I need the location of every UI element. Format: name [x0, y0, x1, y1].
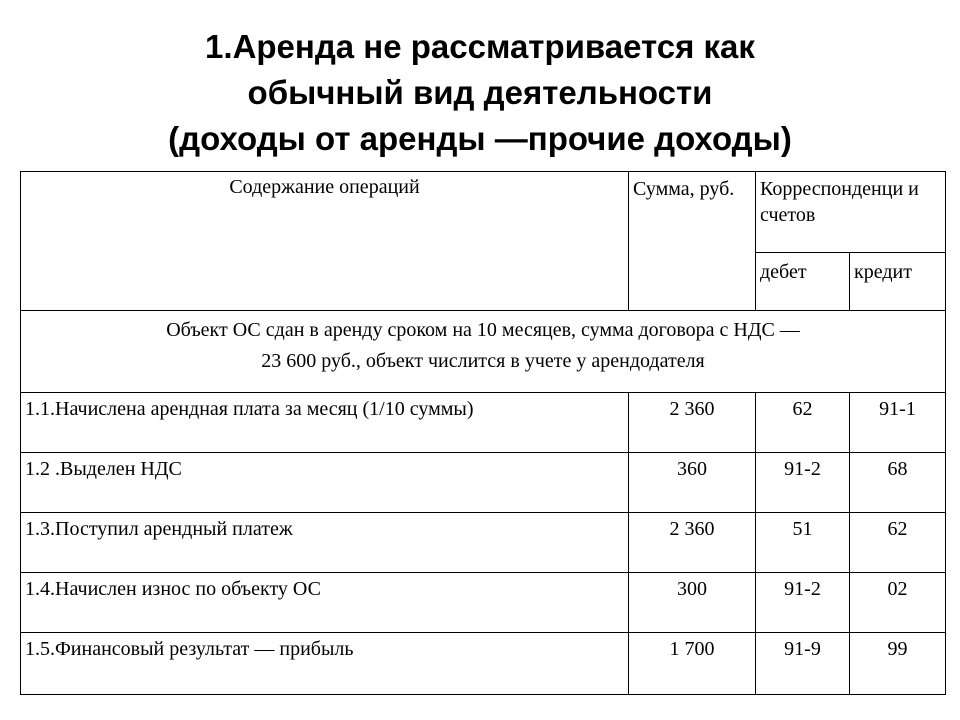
amount-cell: 2 360 [629, 393, 756, 453]
debit-cell: 51 [756, 513, 850, 573]
debit-cell: 91-9 [756, 633, 850, 695]
table-header-row [21, 172, 946, 253]
credit-cell: 62 [850, 513, 946, 573]
intro-row [21, 311, 946, 393]
credit-cell: 91-1 [850, 393, 946, 453]
operations-table [20, 171, 946, 695]
intro-line-2: 23 600 руб., объект числится в учете у арендодателя [261, 350, 705, 372]
operation-label: 1.1.Начислена арендная плата за месяц (1/10 суммы) [21, 393, 629, 453]
debit-cell: 62 [756, 393, 850, 453]
header-amount: Сумма, руб. [629, 172, 756, 311]
table-row [21, 633, 946, 695]
amount-cell: 360 [629, 453, 756, 513]
header-credit: кредит [850, 253, 946, 311]
title-line-1: 1.Аренда не рассматривается как [205, 28, 755, 65]
credit-cell: 99 [850, 633, 946, 695]
credit-cell: 02 [850, 573, 946, 633]
table-row [21, 513, 946, 573]
table-row [21, 573, 946, 633]
amount-cell: 2 360 [629, 513, 756, 573]
header-content: Содержание операций [21, 172, 629, 311]
operation-label: 1.3.Поступил арендный платеж [21, 513, 629, 573]
operation-label: 1.5.Финансовый результат — прибыль [21, 633, 629, 695]
header-correspondence: Корреспонденци и счетов [756, 172, 946, 253]
credit-cell: 68 [850, 453, 946, 513]
table-row [21, 453, 946, 513]
title-line-3: (доходы от аренды —прочие доходы) [168, 120, 792, 157]
intro-text [21, 311, 946, 393]
amount-cell: 1 700 [629, 633, 756, 695]
debit-cell: 91-2 [756, 573, 850, 633]
table-row [21, 393, 946, 453]
header-debit: дебет [756, 253, 850, 311]
operation-label: 1.2 .Выделен НДС [21, 453, 629, 513]
operation-label: 1.4.Начислен износ по объекту ОС [21, 573, 629, 633]
debit-cell: 91-2 [756, 453, 850, 513]
amount-cell: 300 [629, 573, 756, 633]
title-line-2: обычный вид деятельности [247, 74, 713, 111]
intro-line-1: Объект ОС сдан в аренду сроком на 10 месяцев, сумма договора с НДС — [166, 319, 800, 341]
page-title [0, 24, 960, 162]
